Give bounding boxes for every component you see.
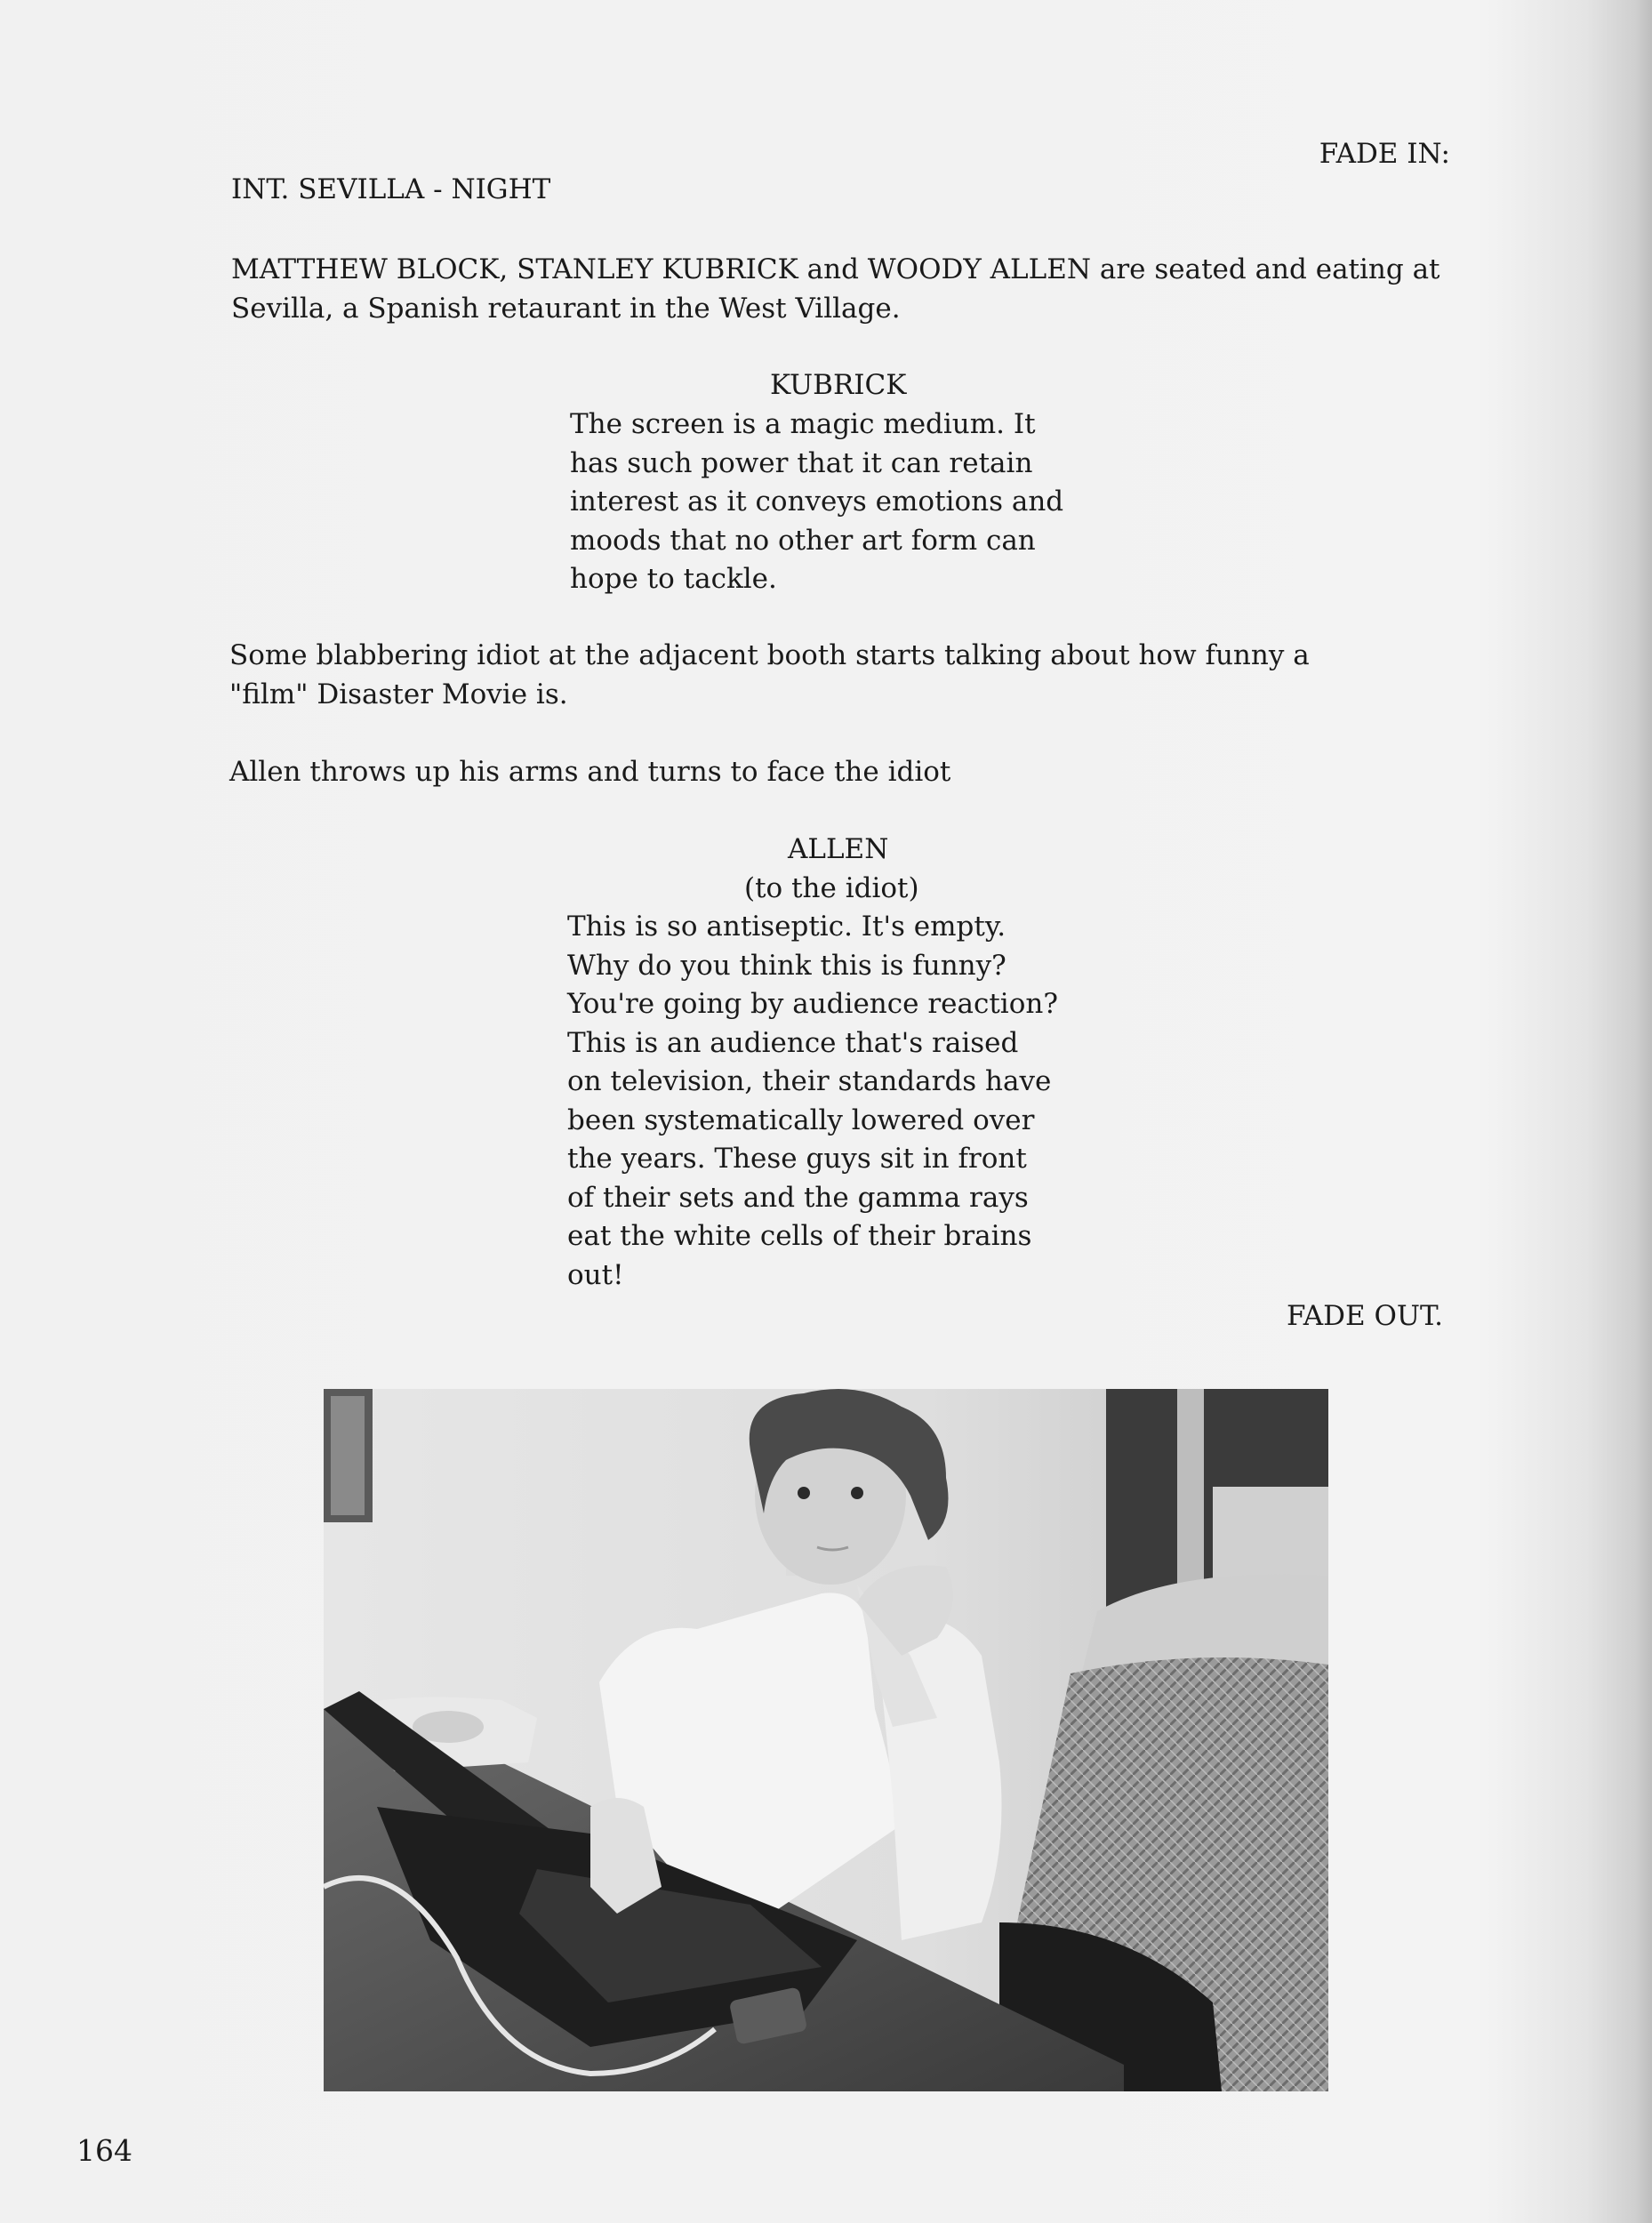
action-intro: MATTHEW BLOCK, STANLEY KUBRICK and WOODY ALLEN are seated and eating at Sevilla, a Spanish retaurant in the West Village. [231,253,1440,325]
scene-heading: INT. SEVILLA - NIGHT [231,173,551,205]
action-allen-reacts: Allen throws up his arms and turns to face the idiot [229,756,951,788]
fade-in-transition: FADE IN: [1319,138,1450,170]
right-eye [851,1487,863,1499]
left-eye [798,1487,810,1499]
dialogue-kubrick: The screen is a magic medium. It has such power that it can retain interest as it conveys emotions and moods that no other art form can hope to tackle. [570,408,1064,595]
character-name-allen: ALLEN [788,833,889,865]
character-name-kubrick: KUBRICK [770,369,907,401]
fade-out-transition: FADE OUT. [1286,1300,1443,1332]
page-number: 164 [76,2133,132,2168]
action-idiot: Some blabbering idiot at the adjacent booth starts talking about how funny a "film" Disaster Movie is. [229,639,1310,710]
photo-boy-at-laptop [324,1389,1328,2091]
parenthetical-allen: (to the idiot) [744,872,919,904]
dialogue-allen: This is so antiseptic. It's empty. Why do you think this is funny? You're going by audience reaction? This is an audience that's raised on television, their standards have been systematically lowered over the years. These guys sit in front of their sets and the gamma rays eat the white cells of their brains out! [567,911,1058,1291]
